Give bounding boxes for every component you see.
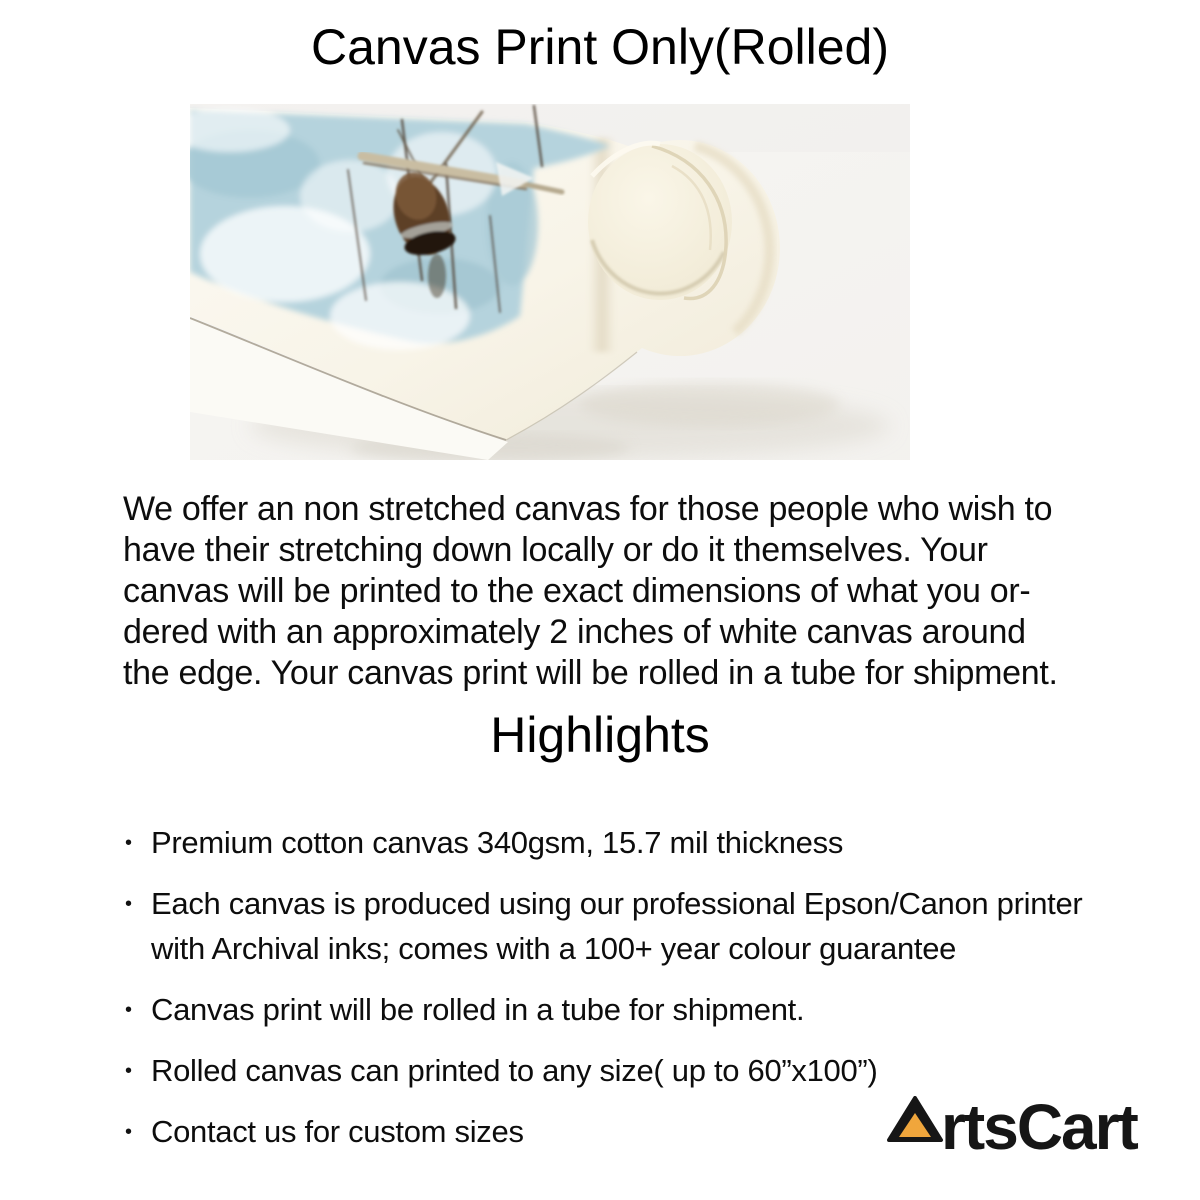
bullet-dot: •	[125, 999, 132, 1021]
highlight-text: Each canvas is produced using our professional Epson/Canon printer with Archival inks; comes with a 100+ year colour guarantee	[151, 886, 1083, 966]
description-line: We offer an non stretched canvas for those people who wish to	[123, 490, 1053, 528]
description-paragraph	[123, 489, 1058, 694]
highlight-item	[123, 1048, 1123, 1093]
rolled-canvas-illustration	[190, 104, 910, 460]
artscart-logo-a-icon	[886, 1096, 944, 1142]
description-line: dered with an approximately 2 inches of white canvas around	[123, 613, 1026, 651]
bullet-dot: •	[125, 1121, 132, 1143]
highlight-item	[123, 881, 1123, 971]
highlight-text: Rolled canvas can printed to any size( up to 60”x100”)	[151, 1053, 878, 1088]
artscart-logo-text: rtsCart	[941, 1091, 1137, 1163]
highlight-text: Premium cotton canvas 340gsm, 15.7 mil thickness	[151, 825, 844, 860]
artscart-logo	[886, 1091, 1137, 1163]
highlight-text: Canvas print will be rolled in a tube for shipment.	[151, 992, 805, 1027]
description-line: the edge. Your canvas print will be rolled in a tube for shipment.	[123, 654, 1058, 692]
highlights-heading: Highlights	[490, 707, 710, 763]
highlight-item	[123, 820, 1123, 865]
bullet-dot: •	[125, 893, 132, 915]
page-title: Canvas Print Only(Rolled)	[311, 19, 889, 75]
highlight-item	[123, 987, 1123, 1032]
description-line: have their stretching down locally or do it themselves. Your	[123, 531, 988, 569]
rolled-canvas-photo	[190, 104, 910, 460]
bullet-dot: •	[125, 1060, 132, 1082]
bullet-dot: •	[125, 832, 132, 854]
highlight-text: Contact us for custom sizes	[151, 1114, 524, 1149]
description-line: canvas will be printed to the exact dimensions of what you or-	[123, 572, 1031, 610]
